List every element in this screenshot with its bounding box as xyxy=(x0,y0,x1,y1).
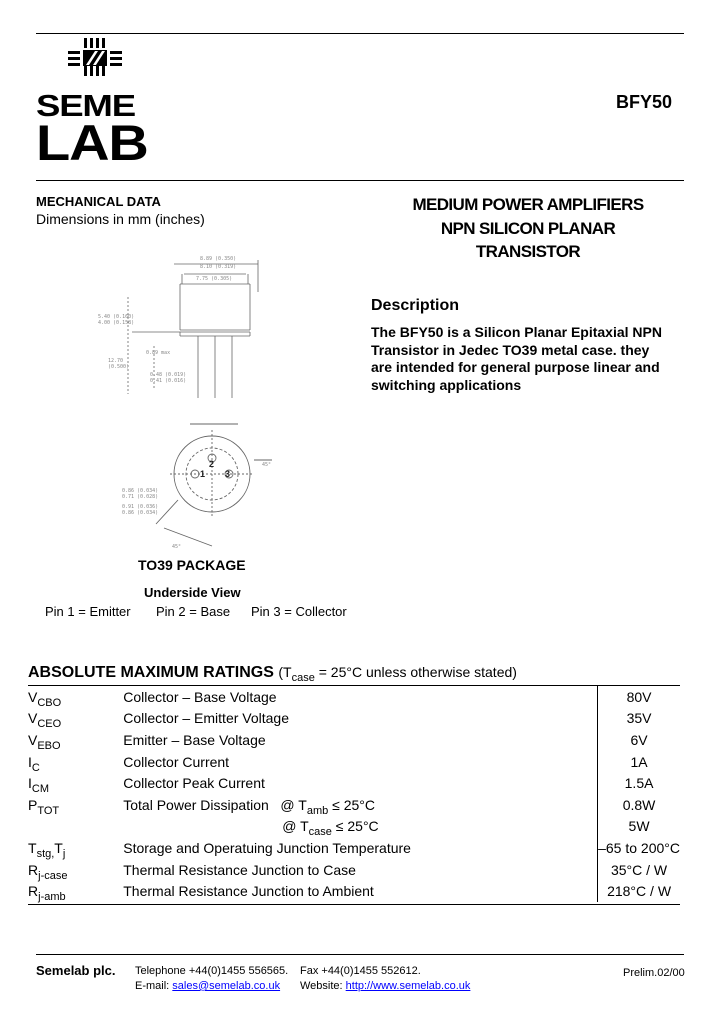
svg-text:8.10 (0.319): 8.10 (0.319) xyxy=(200,264,237,270)
product-title xyxy=(372,193,684,264)
package-view: Underside View xyxy=(144,585,241,600)
pin-1-label: Pin 1 = Emitter xyxy=(45,604,131,619)
table-row: $R_{j-case}$ Thermal Resistance Junction to Case 35°C / W xyxy=(28,859,680,881)
product-title-line-3: TRANSISTOR xyxy=(475,242,581,261)
description-heading: Description xyxy=(371,297,460,314)
part-number: BFY50 xyxy=(616,92,673,112)
table-row: @ $T_{case} \le 25^\circ C$ 5W xyxy=(28,816,680,838)
pin-3-label: Pin 3 = Collector xyxy=(251,604,347,619)
svg-text:4.00 (0.158): 4.00 (0.158) xyxy=(98,320,135,326)
table-row: $P_{TOT}$ Total Power Dissipation @ $T_{amb} \le 25^\circ C$ 0.8W xyxy=(28,794,680,816)
package-name: TO39 PACKAGE xyxy=(138,557,246,573)
brand-lab: LAB xyxy=(36,115,148,171)
ratings-table xyxy=(28,686,680,902)
ratings-condition: ($T_{case} = 25^\circ C$ unless otherwise stated) xyxy=(278,664,517,684)
pin-2-label: Pin 2 = Base xyxy=(156,604,231,619)
table-row: $R_{j-amb}$ Thermal Resistance Junction to Ambient 218°C / W xyxy=(28,880,680,902)
package-underside-drawing xyxy=(112,416,292,554)
product-title-line-2: NPN SILICON PLANAR xyxy=(440,218,616,238)
footer-doc-ref: Prelim.02/00 xyxy=(623,967,685,979)
description-body xyxy=(371,324,662,394)
email-label: E-mail: xyxy=(135,980,170,992)
footer-website-line xyxy=(300,980,470,992)
svg-text:0.71 (0.028): 0.71 (0.028) xyxy=(122,494,159,500)
pin-number-1: 1 xyxy=(200,469,206,479)
product-title-line-1: MEDIUM POWER AMPLIFIERS xyxy=(412,195,644,214)
description-line-4: switching applications xyxy=(371,376,522,393)
semelab-logo-mark xyxy=(66,38,126,78)
table-row: $T_{stg,}T_j$ Storage and Operatuing Junction Temperature –65 to 200°C xyxy=(28,837,680,859)
svg-text:0.86 (0.034): 0.86 (0.034) xyxy=(122,488,159,494)
ratings-heading-line xyxy=(28,664,517,682)
table-row: $V_{CEO}$ Collector – Emitter Voltage 35V xyxy=(28,708,680,730)
svg-text:0.86 (0.034): 0.86 (0.034) xyxy=(122,510,159,516)
svg-text:0.48 (0.019): 0.48 (0.019) xyxy=(150,372,187,378)
svg-text:5.40 (0.160): 5.40 (0.160) xyxy=(98,314,135,320)
footer-phone: Telephone +44(0)1455 556565. xyxy=(135,965,289,977)
table-row: $I_C$ Collector Current 1A xyxy=(28,751,680,773)
svg-text:0.41 (0.016): 0.41 (0.016) xyxy=(150,378,187,384)
mechanical-subtitle: Dimensions in mm (inches) xyxy=(36,211,205,227)
pin-number-2: 2 xyxy=(209,459,215,469)
svg-text:0.91 (0.036): 0.91 (0.036) xyxy=(122,504,159,510)
website-label: Website: xyxy=(300,980,343,992)
footer-rule xyxy=(36,954,684,955)
pin-number-3: 3 xyxy=(225,469,231,479)
top-rule xyxy=(36,33,684,34)
footer-fax: Fax +44(0)1455 552612. xyxy=(300,965,421,977)
table-row: $V_{CBO}$ Collector – Base Voltage 80V xyxy=(28,686,680,708)
footer-email-line xyxy=(135,980,280,992)
footer-company: Semelab plc. xyxy=(36,963,116,978)
description-line-3: are intended for general purpose linear and xyxy=(371,359,660,375)
description-line-1: The BFY50 is a Silicon Planar Epitaxial NPN xyxy=(371,324,662,340)
svg-text:(0.500): (0.500) xyxy=(108,364,130,370)
ratings-bottom-rule xyxy=(28,904,680,905)
ratings-heading: ABSOLUTE MAXIMUM RATINGS xyxy=(28,664,274,681)
header-rule xyxy=(36,180,684,181)
table-row: $I_{CM}$ Collector Peak Current 1.5A xyxy=(28,772,680,794)
svg-text:8.89 (0.350): 8.89 (0.350) xyxy=(200,256,237,262)
svg-text:0.89 max: 0.89 max xyxy=(146,350,171,356)
svg-text:12.70: 12.70 xyxy=(108,358,124,364)
table-row: $V_{EBO}$ Emitter – Base Voltage 6V xyxy=(28,729,680,751)
mechanical-title: MECHANICAL DATA xyxy=(36,194,161,209)
description-line-2: Transistor in Jedec TO39 metal case. they xyxy=(371,341,650,358)
package-side-view-drawing xyxy=(96,252,286,412)
svg-text:45°: 45° xyxy=(172,544,182,550)
brand-seme: SEME xyxy=(36,88,135,123)
svg-text:45°: 45° xyxy=(262,462,272,468)
svg-text:7.75 (0.305): 7.75 (0.305) xyxy=(196,276,233,282)
website-link[interactable]: http://www.semelab.co.uk xyxy=(345,980,471,992)
email-link[interactable]: sales@semelab.co.uk xyxy=(172,980,281,992)
